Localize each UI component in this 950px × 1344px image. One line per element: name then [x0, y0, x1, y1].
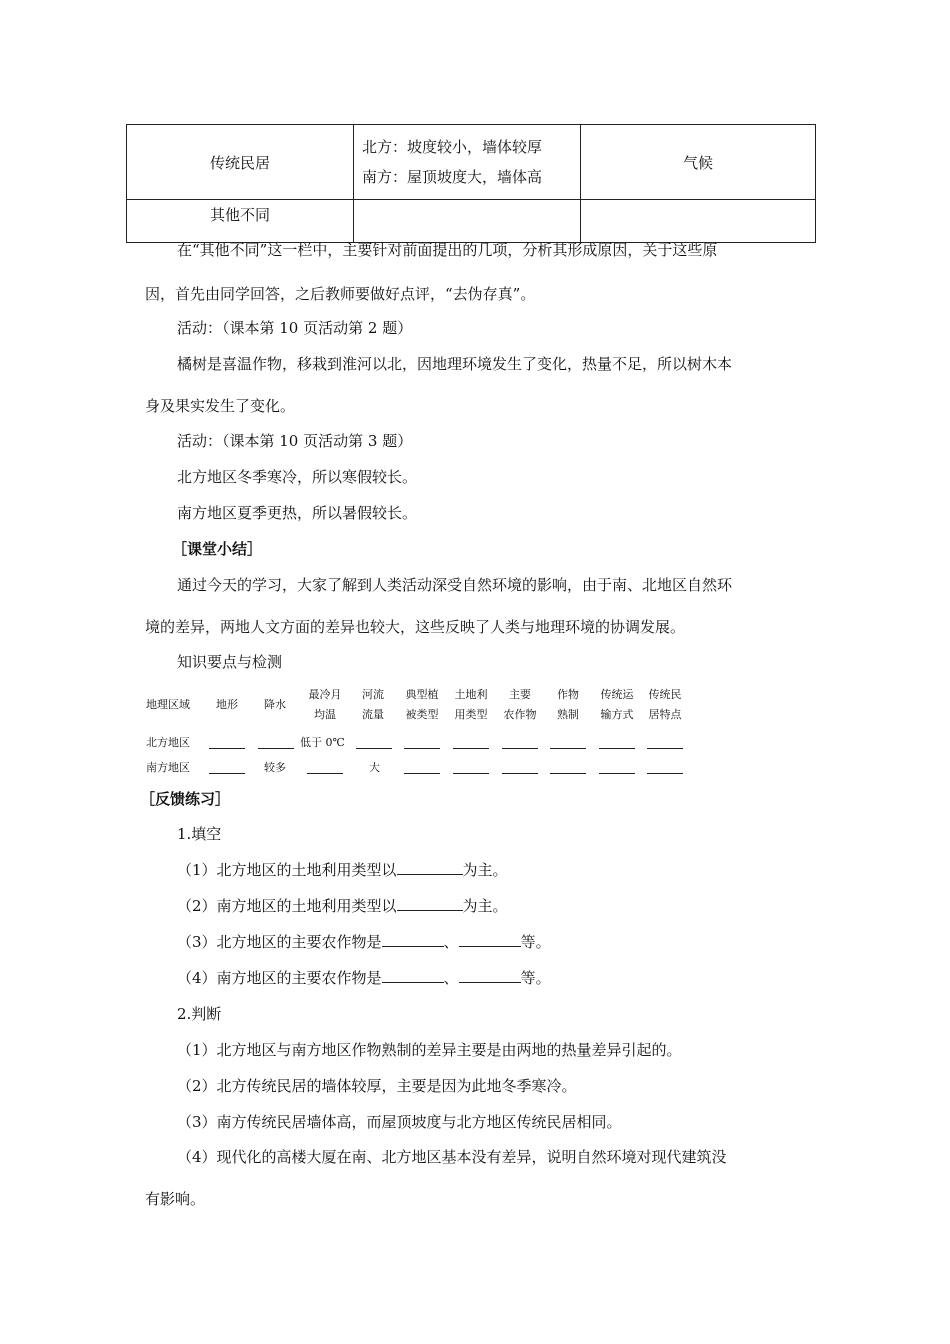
knowledge-heading: 知识要点与检测: [177, 653, 283, 671]
paragraph-line: 在“其他不同”这一栏中，主要针对前面提出的几项，分析其形成原因，关于这些原: [177, 241, 718, 259]
fill-blank: [453, 773, 489, 774]
fill-section-title: 1.填空: [177, 825, 222, 843]
kt-region-south: 南方地区: [146, 761, 190, 774]
fill-blank: [404, 773, 440, 774]
activity-heading: 活动：（课本第 10 页活动第 3 题）: [177, 432, 413, 450]
kt-precip-south: 较多: [264, 761, 286, 774]
fill-question: [177, 896, 508, 916]
fill-blank: [599, 748, 635, 749]
fill-question: [177, 932, 551, 952]
paragraph-line: 橘树是喜温作物，移栽到淮河以北，因地理环境发生了变化，热量不足，所以树木本: [177, 355, 733, 373]
north-feature: 北方：坡度较小，墙体较厚: [362, 138, 543, 156]
kt-header-line: 被类型: [405, 708, 439, 721]
kt-region-north: 北方地区: [146, 736, 190, 749]
question-text: （1）北方地区的土地利用类型以: [177, 861, 397, 879]
kt-header-line: 均温: [314, 708, 336, 721]
kt-header-line: 土地利: [454, 688, 488, 701]
exercise-heading: ［反馈练习］: [140, 790, 231, 808]
answer-blank: [382, 932, 444, 947]
question-text: （3）北方地区的主要农作物是: [177, 933, 382, 951]
kt-header-region: 地理区域: [146, 698, 190, 711]
table-cell-label: 传统民居: [127, 125, 354, 200]
question-text: 为主。: [462, 861, 508, 879]
kt-header-line: 河流: [362, 688, 384, 701]
table-row: [127, 125, 816, 200]
question-text: 、: [443, 969, 459, 987]
paragraph-line: 身及果实发生了变化。: [145, 397, 296, 415]
fill-blank: [307, 773, 343, 774]
question-text: （2）南方地区的土地利用类型以: [177, 897, 397, 915]
kt-header-precip: 降水: [264, 698, 286, 711]
kt-flow-south: 大: [369, 761, 380, 774]
kt-header-line: 作物: [557, 688, 579, 701]
answer-blank: [382, 968, 444, 983]
table-cell-empty: [581, 200, 816, 243]
question-text: 等。: [520, 933, 551, 951]
fill-blank: [209, 773, 245, 774]
kt-header-terrain: 地形: [216, 698, 238, 711]
kt-header-line: 输方式: [600, 708, 634, 721]
fill-question: [177, 968, 551, 988]
judge-question: （2）北方传统民居的墙体较厚，主要是因为此地冬季寒冷。: [177, 1077, 577, 1095]
comparison-table: [126, 124, 816, 243]
answer-blank: [459, 968, 521, 983]
table-row: [127, 200, 816, 243]
kt-header-line: 流量: [362, 708, 384, 721]
fill-blank: [550, 773, 586, 774]
kt-header-line: 传统民: [648, 688, 682, 701]
fill-blank: [599, 773, 635, 774]
fill-blank: [647, 748, 683, 749]
kt-header-line: 农作物: [503, 708, 537, 721]
kt-header-line: 最冷月: [308, 688, 342, 701]
kt-header-line: 典型植: [405, 688, 439, 701]
south-feature: 南方：屋顶坡度大，墙体高: [362, 168, 543, 186]
fill-question: [177, 860, 508, 880]
answer-blank: [397, 860, 463, 875]
kt-header-line: 主要: [509, 688, 531, 701]
table-cell-label: 其他不同: [127, 200, 354, 243]
kt-header-line: 居特点: [648, 708, 682, 721]
kt-temp-north: 低于 0℃: [300, 736, 345, 749]
fill-blank: [502, 773, 538, 774]
fill-blank: [647, 773, 683, 774]
table-cell-features: [354, 125, 581, 200]
fill-blank: [209, 748, 245, 749]
fill-blank: [453, 748, 489, 749]
judge-question-tail: 有影响。: [145, 1190, 206, 1208]
paragraph-line: 因，首先由同学回答，之后教师要做好点评，“去伪存真”。: [145, 285, 536, 303]
judge-question: （1）北方地区与南方地区作物熟制的差异主要是由两地的热量差异引起的。: [177, 1041, 682, 1059]
kt-header-line: 传统运: [600, 688, 634, 701]
fill-blank: [356, 748, 392, 749]
kt-header-transport: [597, 688, 637, 722]
fill-blank: [502, 748, 538, 749]
paragraph-line: 南方地区夏季更热，所以暑假较长。: [177, 504, 418, 522]
kt-header-vegetation: [402, 688, 442, 722]
kt-header-flow: [357, 688, 389, 722]
activity-heading: 活动：（课本第 10 页活动第 2 题）: [177, 319, 413, 337]
fill-blank: [404, 748, 440, 749]
summary-heading: ［课堂小结］: [172, 540, 263, 558]
judge-question: （4）现代化的高楼大厦在南、北方地区基本没有差异，说明自然环境对现代建筑没: [177, 1148, 727, 1166]
fill-blank: [550, 748, 586, 749]
question-text: 、: [443, 933, 459, 951]
question-text: 为主。: [462, 897, 508, 915]
table-cell-empty: [354, 200, 581, 243]
paragraph-line: 境的差异，两地人文方面的差异也较大，这些反映了人类与地理环境的协调发展。: [145, 618, 686, 636]
kt-header-cropping: [550, 688, 586, 722]
answer-blank: [397, 896, 463, 911]
paragraph-line: 通过今天的学习，大家了解到人类活动深受自然环境的影响，由于南、北地区自然环: [177, 576, 733, 594]
paragraph-line: 北方地区冬季寒冷，所以寒假较长。: [177, 468, 418, 486]
kt-header-temp: [305, 688, 345, 722]
judge-section-title: 2.判断: [177, 1005, 222, 1023]
fill-blank: [258, 748, 294, 749]
kt-header-crops: [500, 688, 540, 722]
kt-header-housing: [645, 688, 685, 722]
answer-blank: [459, 932, 521, 947]
kt-header-line: 熟制: [557, 708, 579, 721]
table-cell-cause: 气候: [581, 125, 816, 200]
kt-header-line: 用类型: [454, 708, 488, 721]
question-text: 等。: [520, 969, 551, 987]
question-text: （4）南方地区的主要农作物是: [177, 969, 382, 987]
judge-question: （3）南方传统民居墙体高，而屋顶坡度与北方地区传统民居相同。: [177, 1113, 622, 1131]
kt-header-landuse: [451, 688, 491, 722]
